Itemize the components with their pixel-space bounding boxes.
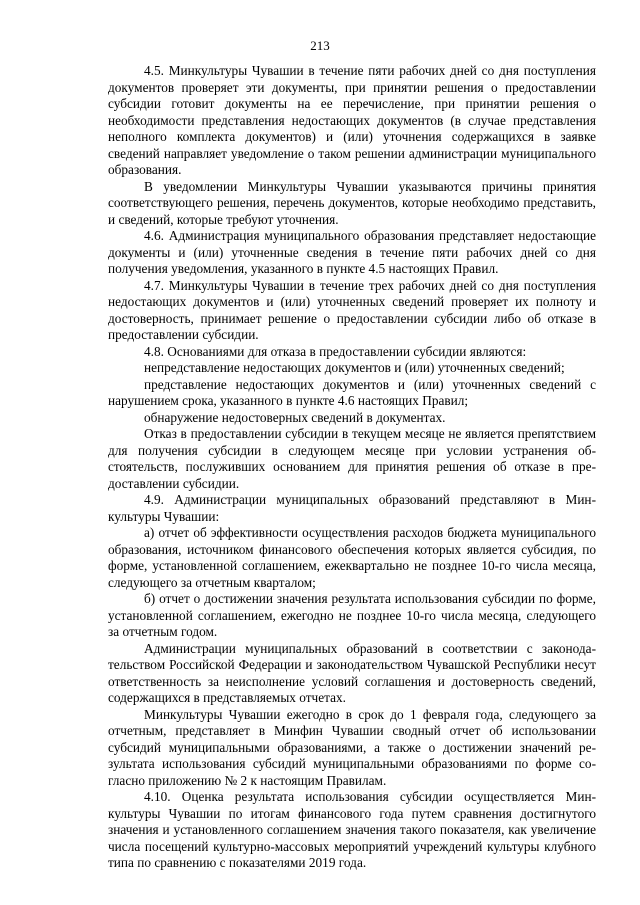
- report-item-a: а) отчет об эффективности осуществления расходов бюджета муниципального образования, источником финансового обеспечения которых является субсидия, по форме, установленной соглашением, ежеквартально не позднее 10-го числа месяца, следующего за отчетным кварталом;: [108, 525, 596, 590]
- paragraph-annual-report: Минкультуры Чувашии ежегодно в срок до 1 февраля года, следующего за отчетным, представляет в Минфин Чувашии сводный отчет об использовании субсидий муниципальными образованиями, а также о достижении значений результата использования субсидий муниципальными образованиями по форме согласно приложению № 2 к настоящим Правилам.: [108, 706, 596, 788]
- refusal-ground-1: непредставление недостающих документов и (или) уточненных сведений;: [144, 360, 565, 375]
- refusal-ground-2: представление недостающих документов и (или) уточненных сведений с нарушением срока, указанного в пункте 4.6 настоящих Правил;: [108, 376, 596, 408]
- paragraph-4-6: 4.6. Администрация муниципального образования представляет недостающие документы и (или) уточненные сведения в течение пяти рабочих дней со дня получения уведомления, указанного в пункте 4.5 настоящих Правил.: [108, 228, 596, 276]
- paragraph-responsibility: Администрации муниципальных образований в соответствии с законодательством Российской Федерации и законодательством Чувашской Республики несут ответственность за неисполнение условий соглашения и достоверность сведений, содержащихся в представляемых отчетах.: [108, 640, 596, 705]
- report-item-b: б) отчет о достижении значения результата использования субсидии по форме, установленной соглашением, ежегодно не позднее 10-го числа месяца, следующего за отчетным годом.: [108, 591, 596, 639]
- paragraph-4-7: 4.7. Минкультуры Чувашии в течение трех рабочих дней со дня поступления недостающих документов и (или) уточненных сведений проверяет их полноту и достоверность, принимает решение о предоставлении субсидии либо об отказе в предоставлении субсидии.: [108, 277, 596, 342]
- document-body: [108, 63, 596, 872]
- paragraph-refusal-note: Отказ в предоставлении субсидии в текущем месяце не является препятствием для получения субсидии в следующем месяце при условии устранения обстоятельств, послуживших основанием для принятия решения об отказе в предоставлении субсидии.: [108, 426, 596, 491]
- paragraph-4-5: 4.5. Минкультуры Чувашии в течение пяти рабочих дней со дня поступления документов проверяет эти документы, при принятии решения о предоставлении субсидии готовит документы на ее перечисление, при принятии решения о необходимости представления недостающих документов (в случае представления неполного комплекта документов) и (или) уточнения содержащихся в заявке сведений направляет уведомление о таком решении администрации муниципального образования.: [108, 63, 596, 177]
- refusal-ground-3: обнаружение недостоверных сведений в документах.: [144, 409, 446, 425]
- paragraph-4-9: 4.9. Администрации муниципальных образований представляют в Минкультуры Чувашии:: [108, 492, 596, 524]
- paragraph-4-10: 4.10. Оценка результата использования субсидии осуществляется Минкультуры Чувашии по итогам финансового года путем сравнения достигнутого значения и установленного соглашением значения такого показателя, как увеличение числа посещений культурно-массовых мероприятий учреждений культуры клубного типа по сравнению с показателями 2019 года.: [108, 789, 596, 870]
- page-number: 213: [310, 38, 330, 53]
- paragraph-4-8: 4.8. Основаниями для отказа в предоставлении субсидии являются:: [144, 343, 527, 359]
- paragraph-notification-contents: В уведомлении Минкультуры Чувашии указываются причины принятия соответствующего решения, перечень документов, которые необходимо представить, и сведений, которые требуют уточнения.: [108, 178, 596, 227]
